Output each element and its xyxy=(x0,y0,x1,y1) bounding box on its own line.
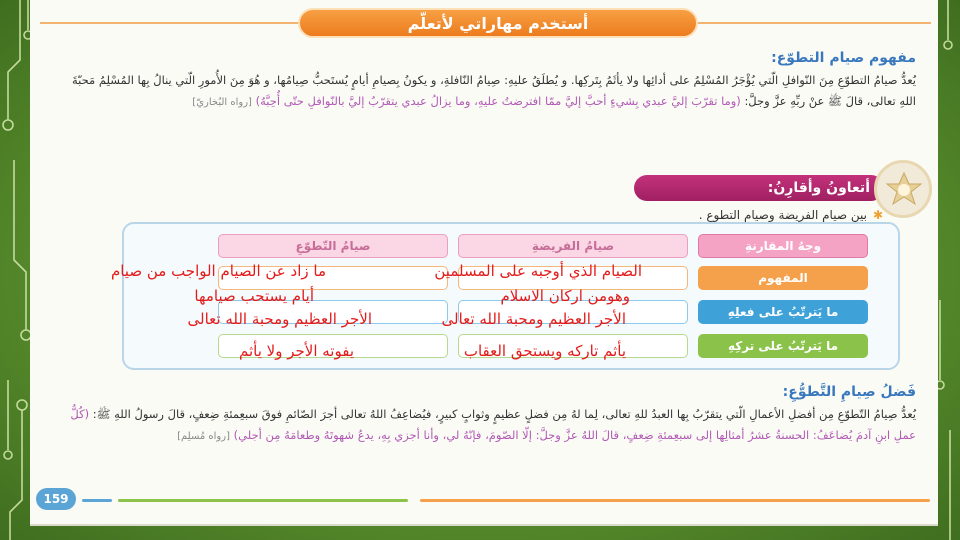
cooperate-banner: أتعاونُ وأقارِنُ: xyxy=(634,175,884,201)
footer-line-orange xyxy=(420,499,930,502)
page-number: 159 xyxy=(36,488,76,510)
star-icon: ✱ xyxy=(872,208,883,222)
virtue-paragraph xyxy=(56,404,916,447)
row-label-concept: المفهوم xyxy=(698,266,868,290)
instruction-text: بين صيام الفريضة وصيام التطوع . xyxy=(698,208,867,222)
footer-line-blue xyxy=(82,499,112,502)
header-voluntary: صيامُ التّطوّعِ xyxy=(218,234,448,258)
concept-heading: مفهوم صيام التطوّع: xyxy=(771,50,916,66)
footer-line-green xyxy=(118,499,408,502)
answer-concept-voluntary-1: ما زاد عن الصيام الواجب من صيام xyxy=(110,262,326,280)
answer-doing-voluntary: الأجر العظيم ومحبة الله تعالى xyxy=(187,310,372,328)
banner-line-right xyxy=(696,22,931,24)
concept-text: يُعدُّ صيامُ التطوّعِ مِنَ النّوافلِ الّتي يُؤْجَرُ المُسْلِمُ على أدائِها ولا يأثَمُ بِتَركِها. و يُطلَقُ عليهِ: صِيامُ النّافلةِ، و يكونُ بِصيامِ أيامٍ يُستَحبُّ صِيامُها، و هُوَ مِنَ الأُمورِ الّتي ينالُ بِها المُسْلِمُ مَحبّةَ اللهِ تعالى، قالَ ﷺ عنْ ربِّهِ عزَّ وجلَّ: xyxy=(71,73,916,108)
header-obligatory: صيامُ الفريضةِ xyxy=(458,234,688,258)
concept-hadith: (وما تقرّبَ إليَّ عبدي بِشيءٍ أحبَّ إليَّ ممّا افترضتُ عليهِ، وما يزالُ عبدي يتقرّبُ إليَّ بالنّوافلِ حتّى أُحِبَّهُ) xyxy=(255,94,741,108)
header-criterion: وجهُ المقارنةِ xyxy=(698,234,868,258)
answer-concept-obligatory-2: وهومن اركان الاسلام xyxy=(500,287,630,305)
banner-line-left xyxy=(40,22,300,24)
virtue-text: يُعدُّ صِيامُ التّطوّعِ مِن أفضلِ الأعمالِ الّتي يتقرّبُ بِها العبدُ للهِ تعالى، لِما لهُ مِن فضلٍ عظيمٍ وثوابٍ كبيرٍ، فيُضاعِفُ اللهُ تعالى أجرَ الصّائمِ فوقَ سبعِمئةِ ضِعفٍ، قالَ رسولُ اللهِ ﷺ: xyxy=(92,407,916,421)
concept-paragraph xyxy=(56,70,916,113)
virtue-heading: فَضلُ صِيامِ التَّطوُّعِ: xyxy=(782,384,916,400)
concept-ref: [رواه البُخاريّ] xyxy=(192,97,252,108)
answer-doing-obligatory: الأجر العظيم ومحبة الله تعالى xyxy=(441,310,626,328)
instruction xyxy=(699,208,883,222)
answer-concept-obligatory-1: الصيام الذي أوجبه على المسلمين xyxy=(434,262,642,280)
answer-leaving-obligatory: يأثم تاركه ويستحق العقاب xyxy=(463,342,626,360)
virtue-ref: [رواه مُسلِم] xyxy=(177,431,230,442)
textbook-page xyxy=(30,0,938,526)
row-label-leaving: ما يَترتّبُ على تركِهِ xyxy=(698,334,868,358)
answer-concept-voluntary-2: أيام يستحب صيامها xyxy=(194,287,314,305)
page-title: أستخدم مهاراتي لأتعلّم xyxy=(298,8,698,38)
answer-leaving-voluntary: يفوته الأجر ولا يأثم xyxy=(238,342,354,360)
row-label-doing: ما يَترتّبُ على فعلِهِ xyxy=(698,300,868,324)
virtue-hadith: (كُلُّ عملِ ابنِ آدمَ يُضاعَفُ: الحسنةُ عشرُ أمثالِها إلى سبعِمئةِ ضِعفٍ، قالَ اللهُ عزَّ وجلَّ: إلّا الصّومَ، فإنّهُ لي، وأنا أجزي بِهِ، يدعُ شهوتَهُ وطعامَهُ مِن أجلي) xyxy=(70,407,916,442)
